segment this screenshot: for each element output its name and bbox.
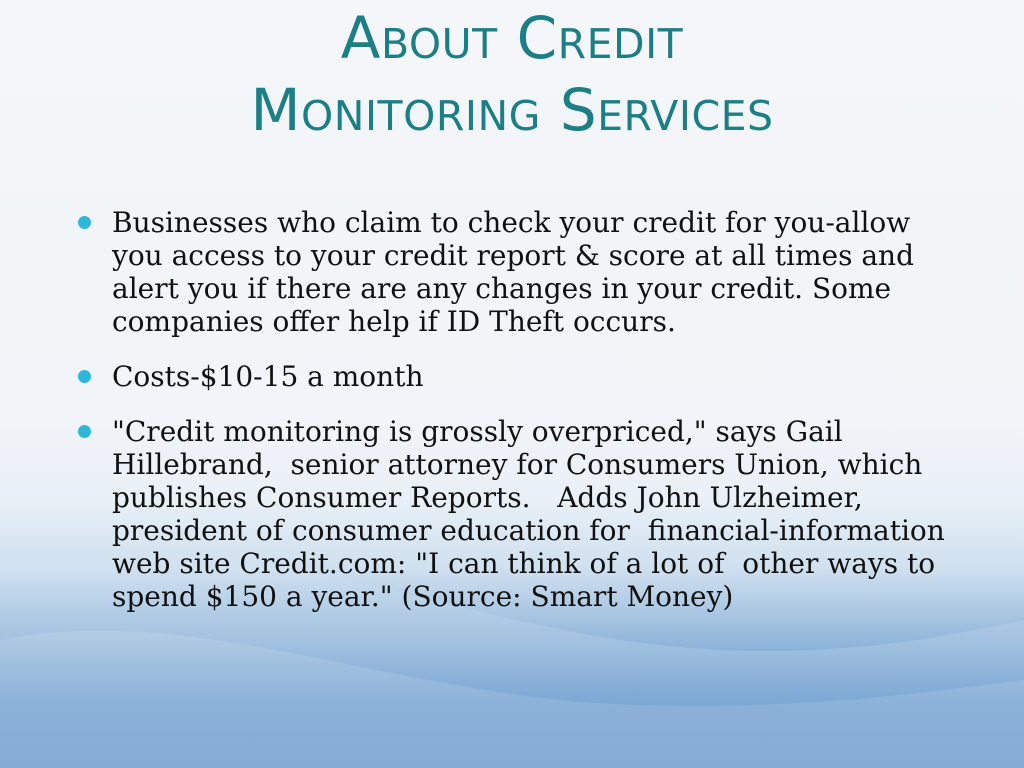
bullet-dot-icon: [78, 370, 91, 383]
title-line-1: About Credit: [340, 4, 684, 72]
bullet-item: [76, 415, 956, 613]
bullet-text: Costs-$10-15 a month: [112, 360, 424, 393]
bullet-text: "Credit monitoring is grossly overpriced," says Gail Hillebrand, senior attorney for Consumers Union, which publishes Consumer Reports. Adds John Ulzheimer, president of consumer education for financial-information web site Credit.com: "I can think of a lot of other ways to spend $150 a year." (Source: Smart Money): [112, 415, 954, 613]
bullet-dot-icon: [78, 216, 91, 229]
bullet-text: Businesses who claim to check your credit for you-allow you access to your credit report & score at all times and alert you if there are any changes in your credit. Some companies offer help if ID Theft occurs.: [112, 206, 923, 338]
title-line-2: Monitoring Services: [250, 76, 774, 144]
bullet-list: [76, 206, 956, 635]
slide-title: [80, 2, 944, 146]
bullet-dot-icon: [78, 425, 91, 438]
bullet-item: [76, 360, 956, 393]
bullet-item: [76, 206, 956, 338]
